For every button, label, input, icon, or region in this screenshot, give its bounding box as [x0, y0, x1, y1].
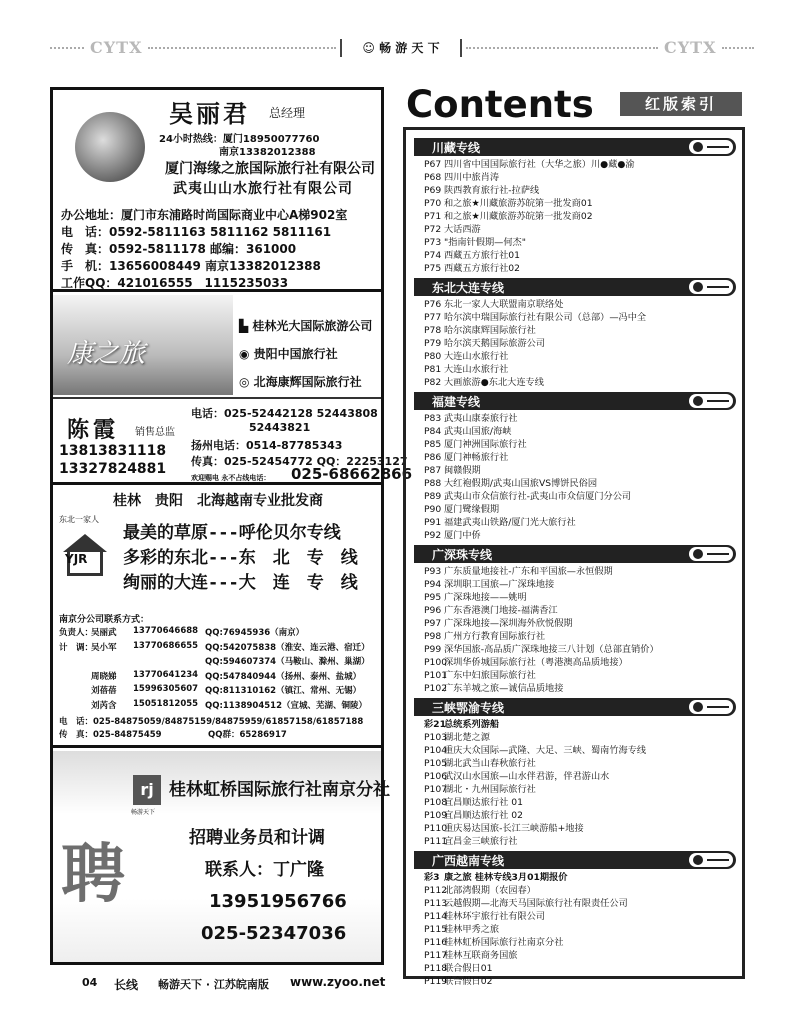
toc-entry-title: 宜昌顺达旅行社 02 [444, 810, 523, 821]
contact-person: 联系人：丁广隆 [205, 860, 324, 880]
toc-page-number: P93 [424, 566, 442, 577]
toc-page-number: P88 [424, 478, 442, 489]
toc-entry-title: 四川中旅肖涛 [444, 172, 500, 183]
toc-entry-title: 陕西教育旅行社-拉萨线 [444, 185, 540, 196]
toc-entry-title: 总统系列游船 [444, 719, 500, 730]
toc-entry-title: 宜昌金三峡旅行社 [444, 836, 518, 847]
contact-qq: QQ:547840944（扬州、泰州、盐城） [205, 671, 362, 682]
section-name: 广西越南专线 [432, 854, 505, 868]
toc-entry-title: 深圳华侨城国际旅行社（粤港澳高品质地接） [444, 657, 628, 668]
tel: 电话：025-52442128 52443808 [191, 407, 378, 420]
toc-entry-title: 北部湾假期（农园春） [444, 885, 536, 896]
toc-page-number: P106 [424, 771, 448, 782]
toc-entry[interactable] [414, 718, 736, 731]
recruit-tel: 025-52347036 [201, 923, 347, 944]
toc-entry[interactable] [414, 210, 736, 223]
toc-entry-title: 广东质量地接社-广东和平国旅—永恒假期 [444, 566, 613, 577]
section-header [414, 278, 736, 296]
ads-column [50, 87, 413, 965]
contact-name: 刘蓓蓓 [91, 686, 117, 696]
toc-entry[interactable] [414, 796, 736, 809]
section-header [414, 698, 736, 716]
toc-page-number: 彩3 [424, 872, 440, 883]
brand-name: 东北一家人 [59, 515, 99, 524]
toc-page-number: P114 [424, 911, 448, 922]
globe-icon: ◉ [239, 347, 250, 361]
toc-page-number: 彩21 [424, 719, 446, 730]
toc-entry-title: 武汉山水国旅—山水伴君游，伴君游山水 [444, 771, 610, 782]
toc-entry[interactable] [414, 477, 736, 490]
contact-phone: 15051812055 [133, 698, 199, 709]
toc-entry[interactable] [414, 197, 736, 210]
toc-page-number: P89 [424, 491, 442, 502]
toc-entry[interactable] [414, 324, 736, 337]
toc-entry[interactable] [414, 783, 736, 796]
toc-entry[interactable] [414, 770, 736, 783]
office-address: 办公地址：厦门市东浦路时尚国际商业中心A梯902室 [61, 208, 348, 222]
contact-name: 吴丽武 [91, 628, 117, 638]
contact-title: 销售总监 [135, 427, 175, 438]
toc-entry[interactable] [414, 630, 736, 643]
section-pill-icon [689, 547, 733, 561]
toc-entry-title: 联合假日02 [444, 976, 493, 987]
hotline-number: 025-68662866 [291, 465, 413, 483]
toc-entry[interactable] [414, 744, 736, 757]
toc-entry-title: 武夷山市众信旅行社-武夷山市众信厦门分公司 [444, 491, 632, 502]
yjr-logo: YJR [65, 552, 88, 566]
toc-entry[interactable] [414, 591, 736, 604]
contact-name: 吴小军 [91, 642, 117, 653]
ad-nanjing-branch [53, 610, 381, 748]
toc-page-number: P81 [424, 364, 442, 375]
tel-2: 52443821 [249, 421, 311, 434]
company-name-1: 厦门海缘之旅国际旅行社有限公司 [165, 161, 375, 177]
toc-entry[interactable] [414, 565, 736, 578]
toc-entry-title: 重庆易达国旅-长江三峡游船+地接 [444, 823, 584, 834]
toc-entry-title: 深华国旅-高品质广深珠地接三八计划（总部直销价） [444, 644, 659, 655]
mobile-2: 13327824881 [59, 461, 167, 477]
toc-entry-title: 福建武夷山铁路/厦门光大旅行社 [444, 517, 576, 528]
toc-page-number: P91 [424, 517, 442, 528]
office-phone: 电 话：0592-5811163 5811162 5811161 [61, 225, 332, 239]
contact-phone: 15996305607 [133, 684, 199, 694]
toc-page-number: P72 [424, 224, 442, 235]
toc-entry[interactable] [414, 249, 736, 262]
toc-entry[interactable] [414, 464, 736, 477]
toc-entry-title: 大连山水旅行社 [444, 364, 509, 375]
contact-name: 吴丽君 [169, 99, 250, 128]
toc-page-number: P95 [424, 592, 442, 603]
section-name: 福建专线 [432, 395, 481, 409]
toc-page-number: P102 [424, 683, 448, 694]
contact-name: 刘芮含 [91, 700, 117, 711]
toc-entry-title: 康之旅 桂林专线3月01期报价 [444, 872, 568, 883]
contact-name: 周晓娣 [91, 671, 117, 682]
fax-qq: 传真：025-52454772 QQ：22253127 [191, 455, 408, 468]
toc-entry-title: 广东羊城之旅—诚信品质地接 [444, 683, 564, 694]
company-name-2: 武夷山山水旅行社有限公司 [173, 181, 353, 197]
ad-kangzhilv [53, 295, 413, 485]
contact-phone: 13770641234 [133, 669, 199, 680]
toc-page-number: P103 [424, 732, 448, 743]
magazine-label: 畅 游 天 下 [379, 41, 440, 55]
toc-page-number: P85 [424, 439, 442, 450]
toc-entry-title: 广深珠地接——姚明 [444, 592, 527, 603]
section-name: 东北大连专线 [432, 281, 505, 295]
toc-entry[interactable] [414, 617, 736, 630]
toc-entry-title: 广东香港澳门地接-福满香江 [444, 605, 558, 616]
toc-entry[interactable] [414, 298, 736, 311]
toc-page-number: P92 [424, 530, 442, 541]
toc-entry[interactable] [414, 412, 736, 425]
toc-page-number: P98 [424, 631, 442, 642]
section-pill-icon [689, 140, 733, 154]
wholesale-slogan: 桂林 贵阳 北海越南专业批发商 [113, 493, 323, 509]
toc-entry[interactable] [414, 337, 736, 350]
toc-entry[interactable] [414, 949, 736, 962]
contact-qq: QQ:594607374（马鞍山、滁州、巢湖） [205, 657, 370, 667]
toc-entry[interactable] [414, 171, 736, 184]
toc-entry[interactable] [414, 236, 736, 249]
toc-entry[interactable] [414, 835, 736, 848]
toc-page-number: P73 [424, 237, 442, 248]
toc-page-number: P113 [424, 898, 448, 909]
toc-entry-title: 哈尔滨天鹅国际旅游公司 [444, 338, 546, 349]
toc-page-number: P112 [424, 885, 448, 896]
agency-guiyang: ◉ 贵阳中国旅行社 [239, 347, 338, 361]
toc-page-number: P108 [424, 797, 448, 808]
toc-entry[interactable] [414, 262, 736, 275]
table-of-contents [403, 127, 745, 987]
header-dots [148, 47, 336, 49]
magazine-name [340, 39, 462, 57]
toc-entry[interactable] [414, 757, 736, 770]
calligraphy-mark: 聘 [61, 837, 125, 912]
page-header [0, 36, 800, 60]
contact-role: 计 调： [59, 642, 94, 653]
kangzhilv-logo: 康之旅 [67, 339, 146, 369]
toc-page-number: P86 [424, 452, 442, 463]
toc-entry-title: 厦门神洲国际旅行社 [444, 439, 527, 450]
toc-entry[interactable] [414, 516, 736, 529]
toc-entry[interactable] [414, 656, 736, 669]
toc-page-number: P79 [424, 338, 442, 349]
toc-entry[interactable] [414, 809, 736, 822]
toc-entry-title: 桂林环宇旅行社有限公司 [444, 911, 546, 922]
toc-entry-title: 湖北・九州国际旅行社 [444, 784, 536, 795]
section-name: 川藏专线 [432, 141, 481, 155]
toc-entry[interactable] [414, 936, 736, 949]
corner-label: 畅游天下 [131, 809, 156, 816]
toc-entry[interactable] [414, 578, 736, 591]
toc-page-number: P101 [424, 670, 448, 681]
toc-entry-title: 湖北武当山春秋旅行社 [444, 758, 536, 769]
toc-page-number: P68 [424, 172, 442, 183]
toc-page-number: P76 [424, 299, 442, 310]
toc-page-number: P77 [424, 312, 442, 323]
toc-entry-title: 哈尔滨康辉国际旅行社 [444, 325, 536, 336]
toc-entry[interactable] [414, 604, 736, 617]
toc-entry[interactable] [414, 425, 736, 438]
toc-entry-title: 闽赣假期 [444, 465, 481, 476]
contact-qq: QQ:76945936（南京） [205, 628, 305, 638]
contents-title: Contents [406, 83, 594, 126]
toc-page-number: P118 [424, 963, 448, 974]
toc-entry-title: 武夷山康泰旅行社 [444, 413, 518, 424]
toc-page-number: P116 [424, 937, 448, 948]
toc-entry[interactable] [414, 223, 736, 236]
toc-entry-title: 大红袍假期/武夷山国旅VS博饼民俗园 [444, 478, 598, 489]
toc-entry-title: 厦门中侨 [444, 530, 481, 541]
toc-page-number: P104 [424, 745, 448, 756]
toc-entry-title: 四川省中国国际旅行社（大华之旅）川●藏●渝 [444, 159, 635, 170]
header-brand-left: CYTX [90, 38, 143, 57]
toc-entry[interactable] [414, 871, 736, 884]
toc-page-number: P84 [424, 426, 442, 437]
toc-entry[interactable] [414, 438, 736, 451]
toc-page-number: P119 [424, 976, 448, 987]
toc-page-number: P105 [424, 758, 448, 769]
toc-page-number: P100 [424, 657, 448, 668]
toc-entry[interactable] [414, 669, 736, 682]
toc-entry-title: 云越假期—北海天马国际旅行社有限责任公司 [444, 898, 628, 909]
toc-page-number: P97 [424, 618, 442, 629]
wave-logo-icon [75, 112, 145, 182]
page-number: 04 [82, 976, 98, 989]
section-tag: 长线 [114, 978, 139, 992]
toc-entry-title: 桂林甲秀之旅 [444, 924, 500, 935]
toc-entry-title: 广东中妇旅国际旅行社 [444, 670, 536, 681]
ad-hongqiao-recruit [53, 751, 390, 962]
toc-page-number: P87 [424, 465, 442, 476]
toc-entry-title: 和之旅★川藏旅游苏皖第一批发商01 [444, 198, 593, 209]
toc-entry[interactable] [414, 884, 736, 897]
toc-page-number: P78 [424, 325, 442, 336]
toc-entry-title: 宜昌顺达旅行社 01 [444, 797, 523, 808]
ad-haiyuan [53, 90, 381, 292]
recruit-headline: 招聘业务员和计调 [189, 828, 325, 848]
contact-name: 陈霞 [67, 417, 120, 443]
agency-beihai: ◎ 北海康辉国际旅行社 [239, 375, 362, 389]
hotline: 24小时热线：厦门18950077760 [159, 134, 320, 145]
toc-entry-title: 湖北楚之源 [444, 732, 490, 743]
office-qq: 工作QQ：421016555 1115235033 [61, 276, 289, 290]
toc-entry[interactable] [414, 311, 736, 324]
hotline-label: 欢迎赐电 永不占线电话： [191, 474, 271, 482]
toc-page-number: P117 [424, 950, 448, 961]
toc-entry[interactable] [414, 731, 736, 744]
recruit-mobile: 13951956766 [209, 891, 347, 912]
toc-page-number: P67 [424, 159, 442, 170]
toc-entry-title: 哈尔滨中瑞国际旅行社有限公司（总部）—冯中全 [444, 312, 647, 323]
company-name: 桂林虹桥国际旅行社南京分社 [169, 780, 390, 800]
toc-entry-title: 西藏五方旅行社01 [444, 250, 521, 261]
toc-page-number: P80 [424, 351, 442, 362]
office-mobile: 手 机：13656008449 南京13382012388 [61, 259, 321, 273]
toc-page-number: P75 [424, 263, 442, 274]
header-brand-right: CYTX [664, 38, 717, 57]
toc-page-number: P90 [424, 504, 442, 515]
toc-page-number: P74 [424, 250, 442, 261]
toc-entry-title: 厦门鹭缘假期 [444, 504, 500, 515]
toc-entry[interactable] [414, 503, 736, 516]
contact-qq: QQ:1138904512（宣城、芜湖、铜陵） [205, 700, 367, 711]
toc-page-number: P115 [424, 924, 448, 935]
line-hulunbeier: 最美的草原---呼伦贝尔专线 [123, 523, 341, 543]
section-header [414, 545, 736, 563]
section-header [414, 392, 736, 410]
toc-entry-title: 东北一家人大联盟南京联络处 [444, 299, 564, 310]
section-name: 三峡鄂渝专线 [432, 701, 505, 715]
header-dots-left [50, 47, 84, 49]
branch-tel: 电 话：025-84875059/84875159/84875959/61857158/61857188 [59, 717, 364, 727]
toc-page-number: P107 [424, 784, 448, 795]
yangzhou-tel: 扬州电话：0514-87785343 [191, 439, 343, 452]
section-pill-icon [689, 853, 733, 867]
contact-qq: QQ:542075838（淮安、连云港、宿迁） [205, 642, 370, 653]
toc-entry-title: 联合假日01 [444, 963, 493, 974]
toc-entry-title: 广深珠地接—深圳海外欣悦假期 [444, 618, 573, 629]
divider [53, 397, 381, 399]
contact-phone: 13770646688 [133, 626, 199, 636]
ring-icon: ◎ [239, 375, 250, 389]
hotline-nanjing: 南京13382012388 [219, 147, 316, 158]
toc-page-number: P71 [424, 211, 442, 222]
toc-entry[interactable] [414, 158, 736, 171]
red-index-badge: 红版索引 [620, 92, 742, 116]
contact-title: 总经理 [269, 106, 306, 120]
section-pill-icon [689, 700, 733, 714]
toc-entry[interactable] [414, 451, 736, 464]
toc-entry[interactable] [414, 529, 736, 542]
smiley-icon: ☺ [362, 41, 375, 55]
toc-page-number: P96 [424, 605, 442, 616]
toc-entry[interactable] [414, 363, 736, 376]
toc-page-number: P111 [424, 836, 448, 847]
toc-page-number: P82 [424, 377, 442, 388]
toc-entry[interactable] [414, 822, 736, 835]
toc-entry-title: 桂林互联商务国旅 [444, 950, 518, 961]
contact-role: 负责人： [59, 628, 94, 638]
section-pill-icon [689, 280, 733, 294]
toc-entry-title: 重庆大众国际—武隆、大足、三峡、蜀南竹海专线 [444, 745, 647, 756]
publication-name: 畅游天下 · 江苏皖南版 [158, 978, 269, 991]
toc-entry[interactable] [414, 350, 736, 363]
section-name: 广深珠专线 [432, 548, 493, 562]
toc-page-number: P94 [424, 579, 442, 590]
section-pill-icon [689, 394, 733, 408]
page-footer [0, 972, 800, 994]
toc-entry[interactable] [414, 376, 736, 389]
toc-page-number: P110 [424, 823, 448, 834]
toc-page-number: P109 [424, 810, 448, 821]
section-header [414, 851, 736, 869]
toc-entry[interactable] [414, 643, 736, 656]
header-dots-right [722, 47, 754, 49]
corner-logo-icon: rj [133, 775, 161, 805]
header-dots [466, 47, 658, 49]
section-header [414, 138, 736, 156]
office-fax: 传 真：0592-5811178 邮编：361000 [61, 242, 297, 256]
toc-entry-title: 大连山水旅行社 [444, 351, 509, 362]
toc-entry[interactable] [414, 923, 736, 936]
toc-entry-title: 西藏五方旅行社02 [444, 263, 521, 274]
branch-heading: 南京分公司联系方式： [59, 615, 150, 625]
branch-fax: 传 真：025-84875459 [59, 730, 162, 740]
toc-page-number: P83 [424, 413, 442, 424]
toc-entry-title: "指南针假期—何杰" [444, 237, 526, 248]
ad-dongbei [53, 488, 381, 610]
toc-entry-title: 武夷山国旅/海峡 [444, 426, 512, 437]
toc-page-number: P70 [424, 198, 442, 209]
toc-entry-title: 桂林虹桥国际旅行社南京分社 [444, 937, 564, 948]
toc-page-number: P99 [424, 644, 442, 655]
toc-entry-title: 深圳职工国旅—广深珠地接 [444, 579, 555, 590]
contact-phone: 13770686655 [133, 640, 199, 651]
contact-qq: QQ:811310162（镇江、常州、无锡） [205, 686, 362, 696]
toc-entry[interactable] [414, 184, 736, 197]
toc-entry[interactable] [414, 490, 736, 503]
toc-page-number: P69 [424, 185, 442, 196]
website-link[interactable]: www.zyoo.net [290, 975, 386, 989]
toc-entry-title: 广州方行教育国际旅行社 [444, 631, 546, 642]
toc-entry[interactable] [414, 682, 736, 695]
toc-entry-title: 和之旅★川藏旅游苏皖第一批发商02 [444, 211, 593, 222]
mobile-1: 13813831118 [59, 443, 167, 459]
toc-entry[interactable] [414, 897, 736, 910]
line-dalian: 绚丽的大连---大 连 专 线 [123, 573, 358, 593]
toc-entry-title: 大话西游 [444, 224, 481, 235]
agency-guilin: ▙ 桂林光大国际旅游公司 [239, 319, 373, 333]
toc-entry-title: 厦门神畅旅行社 [444, 452, 509, 463]
qq-group: QQ群：65286917 [208, 730, 287, 740]
line-dongbei: 多彩的东北---东 北 专 线 [123, 548, 358, 568]
toc-entry[interactable] [414, 910, 736, 923]
toc-entry-title: 大画旅游●东北大连专线 [444, 377, 544, 388]
building-icon: ▙ [239, 319, 249, 333]
